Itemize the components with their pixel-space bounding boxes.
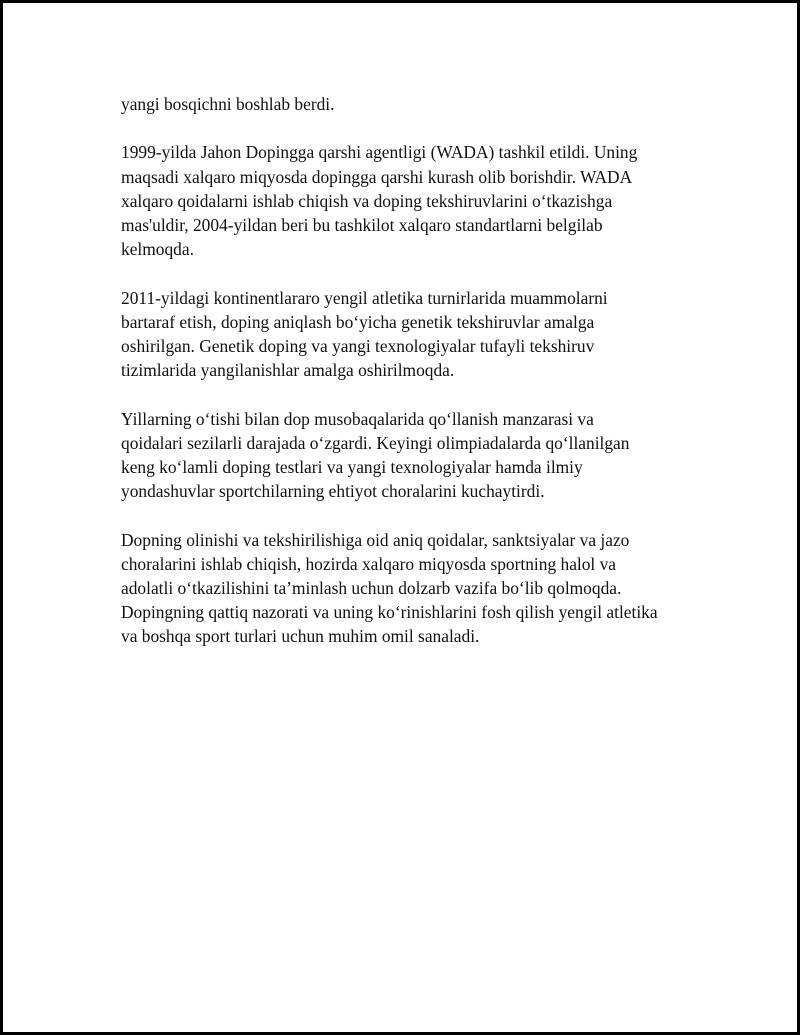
text-line: yangi bosqichni boshlab berdi.: [121, 94, 335, 114]
text-line: qoidalari sezilarli darajada o‘zgardi. Keyingi olimpiadalarda qo‘llanilgan: [121, 432, 630, 453]
text-line: oshirilgan. Genetik doping va yangi texnologiyalar tufayli tekshiruv: [121, 336, 595, 356]
text-line: Dopning olinishi va tekshirilishiga oid aniq qoidalar, sanktsiyalar va jazo: [121, 529, 630, 550]
text-line: yondashuvlar sportchilarning ehtiyot choralarini kuchaytirdi.: [121, 481, 545, 502]
text-line: mas'uldir, 2004-yildan beri bu tashkilot xalqaro standartlarni belgilab: [121, 215, 603, 235]
text-line: va boshqa sport turlari uchun muhim omil sanaladi.: [121, 626, 480, 647]
text-line: Dopingning qattiq nazorati va uning ko‘rinishlarini fosh qilish yengil atletika: [121, 602, 658, 623]
text-line: keng ko‘lamli doping testlari va yangi texnologiyalar hamda ilmiy: [121, 457, 583, 477]
text-line: kelmoqda.: [121, 239, 194, 260]
text-line: xalqaro qoidalarni ishlab chiqish va doping tekshiruvlarini o‘tkazishga: [121, 190, 613, 211]
text-line: 2011-yildagi kontinentlararo yengil atletika turnirlarida muammolarni: [121, 287, 608, 308]
paragraph-3: [121, 286, 721, 383]
paragraph-5: [121, 528, 721, 649]
paragraph-1: [121, 92, 721, 116]
paragraph-4: [121, 407, 721, 504]
document-body: [121, 92, 721, 673]
text-line: tizimlarida yangilanishlar amalga oshirilmoqda.: [121, 360, 455, 381]
paragraph-2: [121, 140, 721, 261]
text-line: bartaraf etish, doping aniqlash bo‘yicha genetik tekshiruvlar amalga: [121, 311, 595, 332]
text-line: Yillarning o‘tishi bilan dop musobaqalarida qo‘llanish manzarasi va: [121, 408, 594, 429]
text-line: maqsadi xalqaro miqyosda dopingga qarshi kurash olib borishdir. WADA: [121, 166, 633, 187]
text-line: choralarini ishlab chiqish, hozirda xalqaro miqyosda sportning halol va: [121, 553, 617, 574]
text-line: adolatli o‘tkazilishini ta’minlash uchun dolzarb vazifa bo‘lib qolmoqda.: [121, 578, 622, 598]
text-line: 1999-yilda Jahon Dopingga qarshi agentligi (WADA) tashkil etildi. Uning: [121, 142, 638, 163]
